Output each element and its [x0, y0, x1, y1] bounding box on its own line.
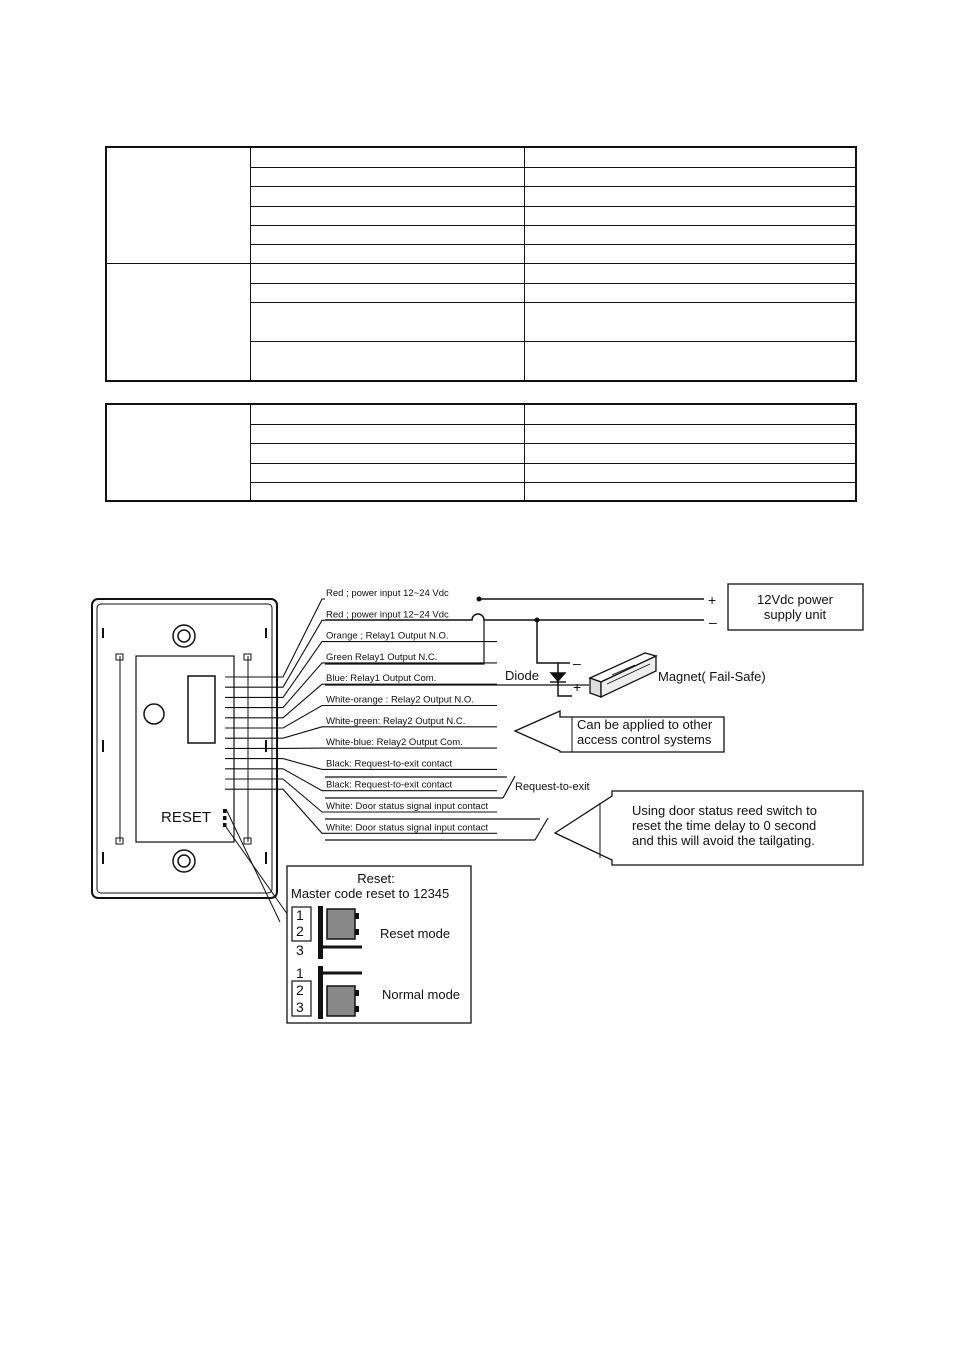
door-callout-line1: Using door status reed switch to [632, 803, 817, 818]
power-supply-line1: 12Vdc power [757, 592, 833, 607]
wire-line [225, 642, 497, 698]
normal-pin-1: 1 [296, 965, 304, 981]
junction-dot [535, 618, 540, 623]
power-minus-sign: – [709, 614, 717, 630]
power-plus-sign: + [708, 592, 717, 608]
wire-label: White: Door status signal input contact [326, 801, 489, 812]
wire-label: Red ; power input 12~24 Vdc [326, 588, 449, 599]
wire-label: Green Relay1 Output N.C. [326, 651, 438, 663]
normal-pin-2: 2 [296, 982, 304, 998]
reset-pin-1: 1 [296, 907, 304, 923]
wire-label: White-green: Relay2 Output N.C. [326, 715, 466, 727]
reset-pin-2: 2 [296, 923, 304, 939]
wire-label: Red ; power input 12~24 Vdc [326, 609, 449, 621]
access-callout-line2: access control systems [577, 732, 712, 747]
screw-hole-icon [173, 850, 195, 872]
wire-label: White-blue: Relay2 Output Com. [326, 737, 463, 749]
door-callout-line3: and this will avoid the tailgating. [632, 833, 815, 848]
wire-label: White: Door status signal input contact [326, 822, 489, 834]
diode-icon [550, 673, 566, 682]
wire-label: Orange ; Relay1 Output N.O. [326, 630, 449, 642]
reset-label: RESET [161, 809, 212, 826]
magnet-lock-icon [590, 653, 656, 697]
reset-jumper-pins [223, 809, 227, 827]
wire-label: White-orange : Relay2 Output N.O. [326, 694, 474, 706]
buzzer-icon [144, 704, 164, 724]
diode-minus-sign: – [573, 655, 581, 671]
access-callout-line1: Can be applied to other [577, 717, 713, 732]
power-supply-line2: supply unit [763, 607, 827, 622]
request-to-exit-label: Request-to-exit [515, 781, 590, 793]
door-callout-line2: reset the time delay to 0 second [632, 818, 817, 833]
wire-label: Black: Request-to-exit contact [326, 779, 453, 791]
normal-pin-3: 3 [296, 999, 304, 1015]
screw-hole-icon [173, 625, 195, 647]
magnet-label: Magnet( Fail-Safe) [658, 669, 766, 684]
reset-leader-lines [226, 809, 288, 922]
junction-dot [477, 597, 482, 602]
normal-mode-label: Normal mode [382, 987, 461, 1002]
reset-title: Reset: [357, 871, 395, 886]
reset-subtitle: Master code reset to 12345 [291, 886, 450, 901]
wire-line [225, 599, 325, 677]
wire-label: Blue: Relay1 Output Com. [326, 673, 437, 685]
diode-plus-sign: + [573, 679, 582, 695]
reset-mode-label: Reset mode [380, 926, 451, 941]
wire-label: Black: Request-to-exit contact [326, 758, 453, 770]
reset-pin-3: 3 [296, 942, 304, 958]
diode-label: Diode [505, 668, 539, 683]
wire-label-group [326, 588, 488, 833]
